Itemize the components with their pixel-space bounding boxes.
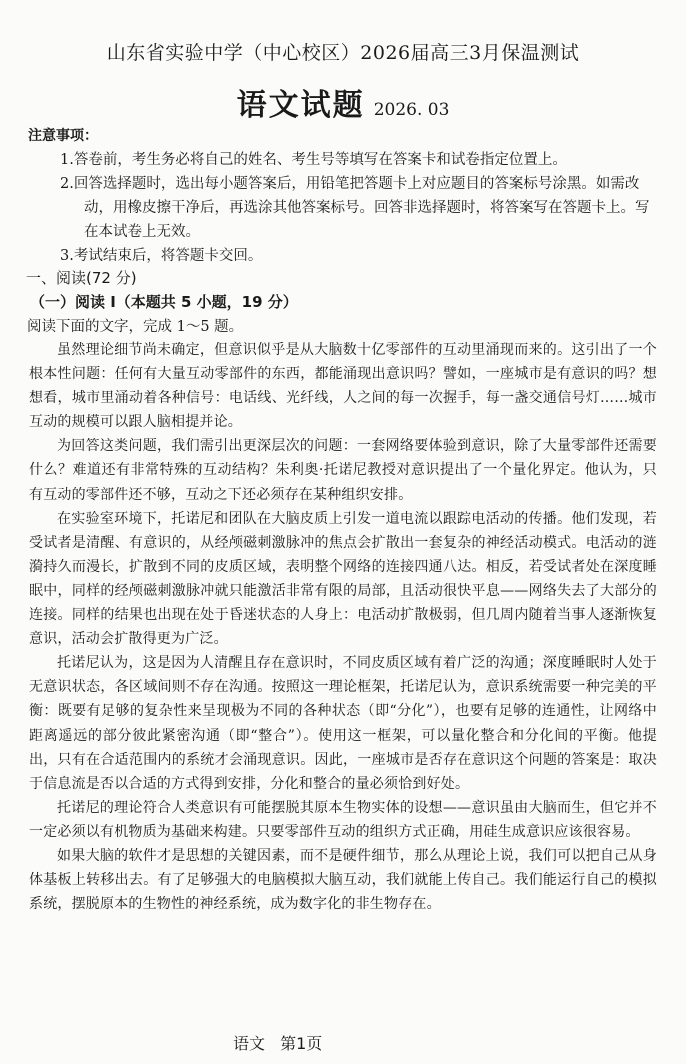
notice-item: 3.考试结束后，将答题卡交回。 — [60, 248, 263, 264]
school-title: 山东省实验中学（中心校区）2026届高三3月保温测试 — [106, 42, 580, 64]
passage-paragraph: 为回答这类问题，我们需引出更深层次的问题：一套网络要体验到意识，除了大量零部件还需要什么？难道还有非常特殊的互动结构？朱利奥·托诺尼教授对意识提出了一个量化界定。他认为，只有互动的零部件还不够，互动之下还必须存在某种组织安排。 — [29, 438, 657, 503]
notice-item: 1.答卷前，考生务必将自己的姓名、考生号等填写在答案卡和试卷指定位置上。 — [60, 152, 567, 168]
reading-passage — [29, 338, 657, 916]
subsection-title: （一）阅读 I（本题共 5 小题，19 分） — [30, 293, 298, 311]
exam-date: 2026. 03 — [373, 100, 450, 120]
notice-heading: 注意事项： — [28, 128, 98, 144]
section-title: 一、阅读(72 分) — [26, 269, 137, 287]
passage-paragraph: 托诺尼认为，这是因为人清醒且存在意识时，不同皮质区域有着广泛的沟通；深度睡眠时人处于无意识状态，各区域间则不存在沟通。按照这一理论框架，托诺尼认为，意识系统需要一种完美的平衡：既要有足够的复杂性来呈现极为不同的各种状态（即“分化”），也要有足够的连通性，让网络中距离遥远的部分彼此紧密沟通（即“整合”）。使用这一框架，可以量化整合和分化间的平衡。他提出，只有在合适范围内的系统才会涌现意识。因此，一座城市是否存在意识这个问题的答案是：取决于信息流是否以合适的方式得到安排，分化和整合的量必须恰到好处。 — [29, 655, 657, 792]
notice-block — [28, 124, 658, 268]
passage-paragraph: 托诺尼的理论符合人类意识有可能摆脱其原本生物实体的设想——意识虽由大脑而生，但它并不一定必须以有机物质为基础来构建。只要零部件互动的组织方式正确，用硅生成意识应该很容易。 — [29, 799, 657, 840]
notice-item: 2.回答选择题时，选出每小题答案后，用铅笔把答题卡上对应题目的答案标号涂黑。如需改动，用橡皮擦干净后，再选涂其他答案标号。回答非选择题时，将答案写在答题卡上。写在本试卷上无效。 — [60, 176, 650, 240]
exam-title-row — [0, 80, 686, 124]
question-instruction: 阅读下面的文字，完成 1～5 题。 — [27, 319, 244, 335]
exam-title: 语文试题 — [236, 88, 365, 123]
passage-paragraph: 虽然理论细节尚未确定，但意识似乎是从大脑数十亿零部件的互动里涌现而来的。这引出了一个根本性问题：任何有大量互动零部件的东西，都能涌现出意识吗？譬如，一座城市是有意识的吗？想想看，城市里涌动着各种信号：电话线、光纤线，人之间的每一次握手，每一盏交通信号灯……城市互动的规模可以跟人脑相提并论。 — [29, 342, 657, 431]
passage-paragraph: 如果大脑的软件才是思想的关键因素，而不是硬件细节，那么从理论上说，我们可以把自己从身体基板上转移出去。有了足够强大的电脑模拟大脑互动，我们就能上传自己。我们能运行自己的模拟系统，摆脱原本的生物性的神经系统，成为数字化的非生物存在。 — [29, 847, 657, 913]
footer-page-number: 第1页 — [280, 1034, 323, 1053]
passage-paragraph: 在实验室环境下，托诺尼和团队在大脑皮质上引发一道电流以跟踪电活动的传播。他们发现，若受试者是清醒、有意识的，从经颅磁刺激脉冲的焦点会扩散出一套复杂的神经活动模式。电活动的涟漪持久而漫长，扩散到不同的皮质区域，表明整个网络的连接四通八达。相反，若受试者处在深度睡眠中，同样的经颅磁刺激脉冲就只能激活非常有限的局部，且活动很快平息——网络失去了大部分的连接。同样的结果也出现在处于昏迷状态的人身上：电活动扩散极弱，但几周内随着当事人逐渐恢复意识，活动会扩散得更为广泛。 — [29, 510, 657, 648]
footer-subject: 语文 — [233, 1034, 266, 1053]
page-footer — [233, 1031, 322, 1054]
